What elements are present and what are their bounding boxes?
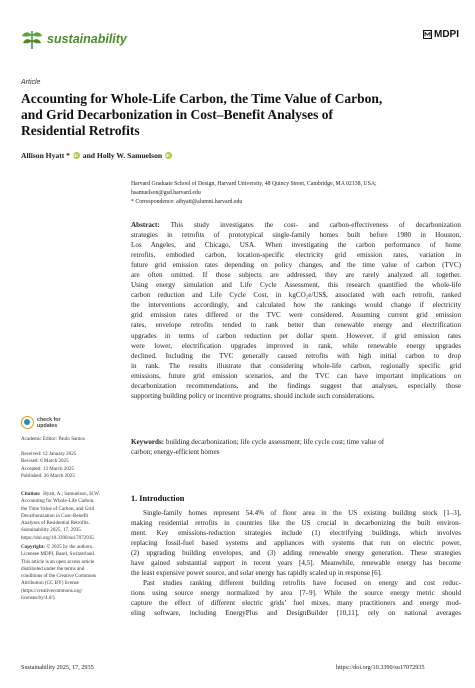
copyright-block (21, 544, 121, 602)
abstract-line: retrofits, embodied carbon, location-specific electricity grid emission rates, variation in (131, 251, 461, 260)
abstract-line: were lower, electrification upgrades improved in rank, while renewable energy upgrades (131, 341, 461, 350)
abstract-line: decarbonization recommendations, and the findings suggest that analyses, especially those (131, 381, 461, 390)
citation-line: Decarbonization in Cost–Benefit (21, 512, 89, 519)
copyright-line: © 2025 by the authors. (46, 544, 94, 550)
author-separator: and (82, 151, 96, 160)
citation-doi-link[interactable]: https://doi.org/10.3390/su17072935 (21, 534, 94, 541)
citation-line: Accounting for Whole-Life Carbon, (21, 498, 95, 505)
copyright-line: conditions of the Creative Commons (21, 573, 96, 580)
affiliation-block (131, 180, 461, 207)
date-line: Received: 12 January 2025 (21, 451, 77, 457)
check-for-updates[interactable] (21, 416, 61, 429)
journal-header (21, 27, 127, 51)
abstract-line: future grid emission rates depending on policy changes, and the time value of carbon (TVC) (131, 261, 461, 270)
author-name[interactable]: Holly W. Samuelson (96, 151, 163, 160)
license-link[interactable]: licenses/by/4.0/). (21, 595, 56, 602)
abstract-line: grid emission rates differed or the TVC were considered. Assuming current grid emission (131, 311, 461, 320)
affiliation-email[interactable]: hsamuelson@gsd.harvard.edu (131, 190, 201, 196)
body-line: (2) upgrading building envelopes, and (3) adding renewable energy generation. These strategies (131, 549, 461, 558)
title-line: Accounting for Whole-Life Carbon, the Time Value of Carbon, (21, 91, 383, 106)
abstract-line: emissions, future grid emission scenarios, and the TVC can have important implications on (131, 371, 461, 380)
affiliation-line: Harvard Graduate School of Design, Harvard University, 48 Quincy Street, Cambridge, MA 02138, USA; (131, 181, 377, 187)
abstract-line: rates, envelope retrofits tended to rank better than renewable energy and electrification (131, 321, 461, 330)
abstract-line: strategies in retrofits of prototypical single-family homes built before 1980 in Houston, (131, 231, 461, 240)
orcid-icon[interactable] (73, 152, 80, 159)
date-line: Published: 26 March 2025 (21, 472, 75, 479)
copyright-line: Attribution (CC BY) license (21, 580, 79, 587)
check-updates-text: check for (37, 416, 61, 423)
body-line: the least expensive power source, and solar energy has rapidly scaled up in response [6]. (131, 569, 382, 578)
abstract-line: the interventions accordingly, and calculated how the rankings would change if electricity (131, 301, 461, 310)
license-link[interactable]: (https://creativecommons.org/ (21, 587, 83, 594)
publication-dates (21, 451, 121, 480)
footer-citation: Sustainability 2025, 17, 2935 (21, 664, 94, 671)
body-line: Past studies ranking different building retrofits have focused on energy and cost reduc- (143, 579, 461, 588)
keywords-line: carbon; energy-efficient homes (131, 448, 220, 457)
keywords-section (131, 437, 461, 457)
keywords-line: building decarbonization; life cycle assessment; life cycle cost; time value of (165, 438, 385, 446)
body-line: replacing fossil-fuel based systems and appliances with systems that run on electric power, (131, 539, 461, 548)
check-updates-label (37, 417, 61, 429)
date-line: Revised: 6 March 2025 (21, 458, 69, 465)
keywords-label: Keywords: (131, 438, 165, 446)
title-line: Residential Retrofits (21, 123, 140, 138)
article-type: Article (21, 79, 41, 86)
section-heading: 1. Introduction (131, 494, 185, 503)
check-updates-text: updates (37, 422, 58, 429)
abstract-section (131, 220, 461, 401)
copyright-line: distributed under the terms and (21, 565, 85, 572)
academic-editor: Academic Editor: Paulo Santos (21, 436, 85, 442)
abstract-line: supporting building policy or incentive programs, should include such considerations. (131, 391, 375, 400)
leaf-logo-icon (21, 27, 43, 51)
abstract-line: in rank. The results illustrate that considering whole-life carbon, regionally specific grid (131, 361, 461, 370)
body-line: tions using source energy normalized by area [7–9]. While the source energy metric should (131, 589, 461, 598)
abstract-label: Abstract: (131, 221, 160, 229)
body-line: have gained substantial support in recent years [4,5]. Meanwhile, renewable energy has become (131, 559, 461, 568)
body-line: capture the effect of different electric grids’ fuel mixes, many practitioners and energy mod- (131, 599, 461, 608)
citation-line: Hyatt, A.; Samuelson, H.W. (43, 491, 100, 497)
copyright-line: Licensee MDPI, Basel, Switzerland. (21, 551, 96, 558)
body-line: eling software, including EnergyPlus and DesignBuilder [10,11], rely on national averages (131, 609, 461, 618)
title-line: and Grid Decarbonization in Cost–Benefit Analyses of (21, 107, 334, 122)
journal-name: sustainability (47, 32, 127, 46)
correspondence-line[interactable]: * Correspondence: aihyatt@alumni.harvard.edu (131, 199, 243, 205)
body-line: Single-family homes represent 54.4% of floor area in the US existing building stock [1–3], (143, 509, 461, 517)
footer-doi-link[interactable]: https://doi.org/10.3390/su17072935 (336, 664, 425, 671)
publisher-logo (423, 29, 459, 40)
abstract-line: This study investigates the cost- and carbon-effectiveness of decarbonization (170, 221, 461, 229)
check-updates-icon (21, 416, 34, 429)
mdpi-mark-icon (423, 30, 432, 39)
citation-line: Analyses of Residential Retrofits. (21, 520, 90, 527)
publisher-name: MDPI (434, 29, 459, 40)
abstract-line: upgrades in terms of carbon reduction per dollar spent. However, if grid emission rates (131, 331, 461, 340)
citation-line: Sustainability 2025, 17, 2935. (21, 527, 83, 534)
abstract-line: are often omitted. If those subjects are addressed, they are rarely analyzed all together. (131, 271, 461, 280)
copyright-line: This article is an open access article (21, 558, 95, 565)
introduction-body (131, 508, 461, 619)
citation-block (21, 491, 121, 542)
article-title (21, 91, 451, 139)
author-name[interactable]: Allison Hyatt * (21, 151, 70, 160)
body-line: making residential retrofits in countries like the US crucial in decarbonizing the built environ- (131, 519, 461, 528)
body-line: ment. Key emissions-reduction strategies include (1) electrifying buildings, which involves (131, 529, 461, 538)
citation-label: Citation: (21, 491, 41, 497)
author-list (21, 151, 173, 160)
orcid-icon[interactable] (165, 152, 172, 159)
abstract-line: Using energy simulation and Life Cycle Assessment, this research quantified the whole-life (131, 281, 461, 290)
abstract-line: declined. Including the TVC generally caused retrofits with high initial carbon to drop (131, 351, 461, 360)
copyright-label: Copyright: (21, 544, 46, 550)
citation-line: the Time Value of Carbon, and Grid (21, 505, 95, 512)
date-line: Accepted: 13 March 2025 (21, 465, 75, 472)
abstract-line: Los Angeles, and Chicago, USA. When investigating the carbon performance of home (131, 241, 461, 250)
abstract-line: carbon reduction and Life Cycle Cost, in kgCO₂e/US$, associated with each retrofit, ranked (131, 291, 461, 300)
